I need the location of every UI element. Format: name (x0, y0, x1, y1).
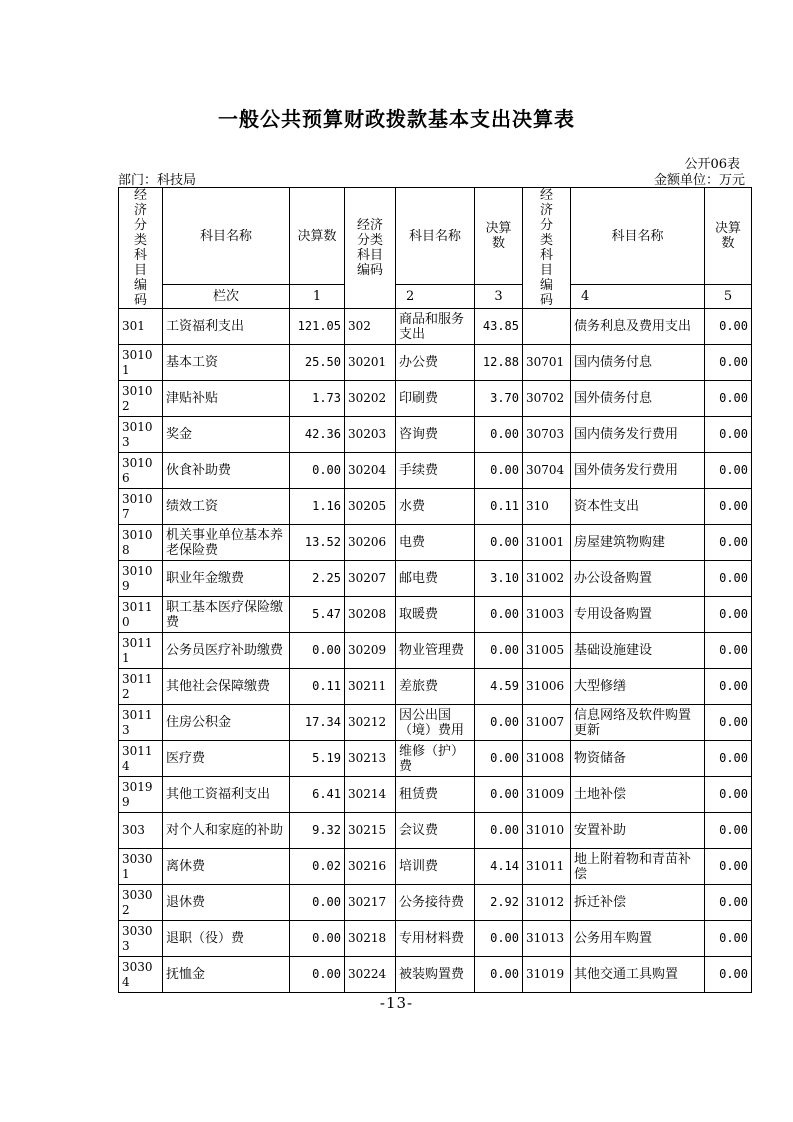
row-amount-col3: 0.00 (705, 885, 752, 921)
row-amount-col2: 0.00 (475, 741, 523, 777)
row-code-col1: 301 (119, 309, 163, 345)
row-code-col2: 30201 (345, 345, 396, 381)
row-name-col3: 房屋建筑物购建 (571, 525, 705, 561)
row-amount-col1: 1.73 (290, 381, 345, 417)
row-code-col1: 30108 (119, 525, 163, 561)
row-name-col3: 安置补助 (571, 813, 705, 849)
row-code-col2: 30209 (345, 633, 396, 669)
row-name-col3: 国外债务付息 (571, 381, 705, 417)
row-name-col1: 对个人和家庭的补助 (163, 813, 290, 849)
row-amount-col3: 0.00 (705, 345, 752, 381)
row-amount-col1: 25.50 (290, 345, 345, 381)
row-name-col3: 债务利息及费用支出 (571, 309, 705, 345)
row-name-col3: 其他交通工具购置 (571, 957, 705, 993)
row-code-col2: 30207 (345, 561, 396, 597)
row-name-col1: 职工基本医疗保险缴费 (163, 597, 290, 633)
row-name-col2: 办公费 (396, 345, 475, 381)
table-row (119, 777, 752, 813)
row-code-col3 (523, 309, 571, 345)
row-code-col3: 31009 (523, 777, 571, 813)
row-code-col1: 30107 (119, 489, 163, 525)
row-code-col2: 30216 (345, 849, 396, 885)
table-row (119, 561, 752, 597)
row-amount-col1: 0.11 (290, 669, 345, 705)
row-amount-col1: 42.36 (290, 417, 345, 453)
row-code-col3: 31003 (523, 597, 571, 633)
row-name-col1: 抚恤金 (163, 957, 290, 993)
row-name-col2: 手续费 (396, 453, 475, 489)
row-amount-col1: 5.19 (290, 741, 345, 777)
row-name-col1: 医疗费 (163, 741, 290, 777)
row-name-col1: 职业年金缴费 (163, 561, 290, 597)
row-code-col2: 30205 (345, 489, 396, 525)
table-row (119, 453, 752, 489)
column-number-3: 3 (475, 285, 523, 309)
row-code-col3: 31010 (523, 813, 571, 849)
row-amount-col1: 1.16 (290, 489, 345, 525)
row-code-col1: 30109 (119, 561, 163, 597)
row-name-col2: 因公出国（境）费用 (396, 705, 475, 741)
row-name-col2: 公务接待费 (396, 885, 475, 921)
table-row (119, 417, 752, 453)
row-code-col1: 30199 (119, 777, 163, 813)
row-amount-col3: 0.00 (705, 525, 752, 561)
table-row (119, 921, 752, 957)
row-amount-col1: 121.05 (290, 309, 345, 345)
column-number-5: 5 (705, 285, 752, 309)
row-code-col2: 30211 (345, 669, 396, 705)
row-code-col1: 30106 (119, 453, 163, 489)
page-title: 一般公共预算财政拨款基本支出决算表 (218, 107, 575, 131)
row-code-col2: 30204 (345, 453, 396, 489)
row-code-col3: 31013 (523, 921, 571, 957)
row-amount-col3: 0.00 (705, 417, 752, 453)
row-code-col2: 30206 (345, 525, 396, 561)
row-amount-col1: 17.34 (290, 705, 345, 741)
header-amount-col3: 决算数 (705, 188, 752, 285)
row-code-col2: 30224 (345, 957, 396, 993)
row-code-col1: 30112 (119, 669, 163, 705)
row-name-col1: 工资福利支出 (163, 309, 290, 345)
column-number-1: 1 (290, 285, 345, 309)
row-name-col2: 培训费 (396, 849, 475, 885)
row-code-col3: 31008 (523, 741, 571, 777)
row-amount-col1: 9.32 (290, 813, 345, 849)
row-amount-col2: 3.70 (475, 381, 523, 417)
row-amount-col2: 0.00 (475, 957, 523, 993)
table-header-row (119, 188, 752, 285)
row-name-col2: 被装购置费 (396, 957, 475, 993)
table-row (119, 597, 752, 633)
row-name-col3: 信息网络及软件购置更新 (571, 705, 705, 741)
row-code-col3: 31019 (523, 957, 571, 993)
table-row (119, 813, 752, 849)
row-amount-col1: 6.41 (290, 777, 345, 813)
row-name-col1: 离休费 (163, 849, 290, 885)
row-name-col1: 伙食补助费 (163, 453, 290, 489)
row-name-col3: 国内债务付息 (571, 345, 705, 381)
column-number-2: 2 (396, 285, 475, 309)
row-code-col1: 303 (119, 813, 163, 849)
row-code-col3: 30704 (523, 453, 571, 489)
row-name-col1: 基本工资 (163, 345, 290, 381)
header-amount-col1: 决算数 (290, 188, 345, 285)
row-name-col1: 其他社会保障缴费 (163, 669, 290, 705)
table-row (119, 885, 752, 921)
page-number: -13- (379, 994, 414, 1012)
row-amount-col1: 13.52 (290, 525, 345, 561)
column-number-4: 4 (571, 285, 705, 309)
row-amount-col2: 3.10 (475, 561, 523, 597)
table-row (119, 741, 752, 777)
row-amount-col3: 0.00 (705, 849, 752, 885)
column-number-row (119, 285, 752, 309)
row-name-col3: 资本性支出 (571, 489, 705, 525)
row-name-col1: 公务员医疗补助缴费 (163, 633, 290, 669)
row-name-col2: 租赁费 (396, 777, 475, 813)
row-code-col1: 30303 (119, 921, 163, 957)
row-name-col2: 专用材料费 (396, 921, 475, 957)
row-code-col3: 30702 (523, 381, 571, 417)
row-amount-col2: 0.00 (475, 417, 523, 453)
row-code-col2: 30208 (345, 597, 396, 633)
row-name-col3: 国外债务发行费用 (571, 453, 705, 489)
row-amount-col3: 0.00 (705, 741, 752, 777)
row-name-col2: 水费 (396, 489, 475, 525)
row-name-col1: 机关事业单位基本养老保险费 (163, 525, 290, 561)
row-name-col3: 专用设备购置 (571, 597, 705, 633)
row-name-col3: 土地补偿 (571, 777, 705, 813)
row-code-col3: 30703 (523, 417, 571, 453)
row-code-col1: 30103 (119, 417, 163, 453)
row-name-col2: 差旅费 (396, 669, 475, 705)
row-amount-col3: 0.00 (705, 705, 752, 741)
row-name-col2: 邮电费 (396, 561, 475, 597)
row-amount-col2: 0.00 (475, 921, 523, 957)
row-name-col1: 退职（役）费 (163, 921, 290, 957)
row-name-col2: 维修（护）费 (396, 741, 475, 777)
row-amount-col2: 2.92 (475, 885, 523, 921)
row-amount-col2: 0.00 (475, 597, 523, 633)
row-name-col1: 退休费 (163, 885, 290, 921)
row-name-col3: 大型修缮 (571, 669, 705, 705)
column-label: 栏次 (163, 285, 290, 309)
header-name-col2: 科目名称 (396, 188, 475, 285)
row-amount-col3: 0.00 (705, 489, 752, 525)
row-code-col1: 30110 (119, 597, 163, 633)
row-amount-col2: 43.85 (475, 309, 523, 345)
row-code-col1: 30102 (119, 381, 163, 417)
table-row (119, 345, 752, 381)
row-code-col1: 30114 (119, 741, 163, 777)
header-code-col3: 经济分类科目编码 (523, 188, 571, 309)
row-amount-col3: 0.00 (705, 633, 752, 669)
row-name-col3: 拆迁补偿 (571, 885, 705, 921)
row-amount-col1: 0.00 (290, 453, 345, 489)
row-code-col1: 30113 (119, 705, 163, 741)
row-amount-col1: 2.25 (290, 561, 345, 597)
row-amount-col2: 0.00 (475, 777, 523, 813)
department-label: 部门：科技局 (118, 173, 197, 188)
row-amount-col3: 0.00 (705, 921, 752, 957)
row-code-col1: 30301 (119, 849, 163, 885)
table-row (119, 525, 752, 561)
header-name-col3: 科目名称 (571, 188, 705, 285)
table-row (119, 669, 752, 705)
row-code-col1: 30111 (119, 633, 163, 669)
row-amount-col2: 0.00 (475, 633, 523, 669)
row-code-col3: 31011 (523, 849, 571, 885)
row-name-col1: 住房公积金 (163, 705, 290, 741)
row-code-col3: 310 (523, 489, 571, 525)
row-amount-col2: 12.88 (475, 345, 523, 381)
row-amount-col1: 0.00 (290, 885, 345, 921)
table-row (119, 489, 752, 525)
row-amount-col1: 0.00 (290, 633, 345, 669)
row-name-col2: 电费 (396, 525, 475, 561)
row-name-col2: 物业管理费 (396, 633, 475, 669)
row-code-col1: 30302 (119, 885, 163, 921)
table-row (119, 633, 752, 669)
row-code-col2: 30202 (345, 381, 396, 417)
row-name-col1: 其他工资福利支出 (163, 777, 290, 813)
row-amount-col3: 0.00 (705, 813, 752, 849)
row-amount-col1: 0.00 (290, 921, 345, 957)
row-code-col3: 31005 (523, 633, 571, 669)
form-number: 公开06表 (684, 157, 740, 172)
header-code-col2: 经济分类科目编码 (345, 188, 396, 309)
row-code-col2: 30218 (345, 921, 396, 957)
row-amount-col2: 4.14 (475, 849, 523, 885)
row-name-col3: 地上附着物和青苗补偿 (571, 849, 705, 885)
row-amount-col2: 0.11 (475, 489, 523, 525)
row-amount-col3: 0.00 (705, 777, 752, 813)
row-amount-col2: 4.59 (475, 669, 523, 705)
row-amount-col1: 0.00 (290, 957, 345, 993)
table-row (119, 309, 752, 345)
row-name-col2: 咨询费 (396, 417, 475, 453)
row-code-col3: 31006 (523, 669, 571, 705)
row-code-col3: 30701 (523, 345, 571, 381)
row-name-col2: 会议费 (396, 813, 475, 849)
table-row (119, 957, 752, 993)
header-amount-col2: 决算数 (475, 188, 523, 285)
row-name-col1: 奖金 (163, 417, 290, 453)
row-code-col2: 30213 (345, 741, 396, 777)
row-amount-col2: 0.00 (475, 525, 523, 561)
row-amount-col3: 0.00 (705, 453, 752, 489)
row-code-col2: 30212 (345, 705, 396, 741)
row-name-col3: 物资储备 (571, 741, 705, 777)
row-amount-col3: 0.00 (705, 597, 752, 633)
row-name-col1: 津贴补贴 (163, 381, 290, 417)
header-code-col1: 经济分类科目编码 (119, 188, 163, 309)
row-code-col3: 31001 (523, 525, 571, 561)
table-row (119, 705, 752, 741)
row-code-col2: 30217 (345, 885, 396, 921)
row-code-col1: 30304 (119, 957, 163, 993)
row-name-col3: 国内债务发行费用 (571, 417, 705, 453)
row-amount-col2: 0.00 (475, 453, 523, 489)
row-amount-col3: 0.00 (705, 561, 752, 597)
row-name-col3: 基础设施建设 (571, 633, 705, 669)
row-code-col3: 31002 (523, 561, 571, 597)
expenditure-table (118, 187, 752, 993)
row-amount-col2: 0.00 (475, 705, 523, 741)
row-name-col1: 绩效工资 (163, 489, 290, 525)
row-name-col2: 印刷费 (396, 381, 475, 417)
row-amount-col3: 0.00 (705, 381, 752, 417)
row-amount-col3: 0.00 (705, 669, 752, 705)
table-row (119, 381, 752, 417)
amount-unit-label: 金额单位：万元 (653, 173, 745, 188)
row-amount-col2: 0.00 (475, 813, 523, 849)
row-name-col3: 办公设备购置 (571, 561, 705, 597)
row-amount-col3: 0.00 (705, 309, 752, 345)
row-code-col2: 302 (345, 309, 396, 345)
row-amount-col3: 0.00 (705, 957, 752, 993)
row-code-col2: 30203 (345, 417, 396, 453)
row-code-col2: 30215 (345, 813, 396, 849)
row-name-col2: 取暖费 (396, 597, 475, 633)
row-code-col3: 31012 (523, 885, 571, 921)
row-name-col3: 公务用车购置 (571, 921, 705, 957)
table-row (119, 849, 752, 885)
row-amount-col1: 0.02 (290, 849, 345, 885)
row-name-col2: 商品和服务支出 (396, 309, 475, 345)
row-code-col2: 30214 (345, 777, 396, 813)
row-amount-col1: 5.47 (290, 597, 345, 633)
row-code-col1: 30101 (119, 345, 163, 381)
row-code-col3: 31007 (523, 705, 571, 741)
header-name-col1: 科目名称 (163, 188, 290, 285)
